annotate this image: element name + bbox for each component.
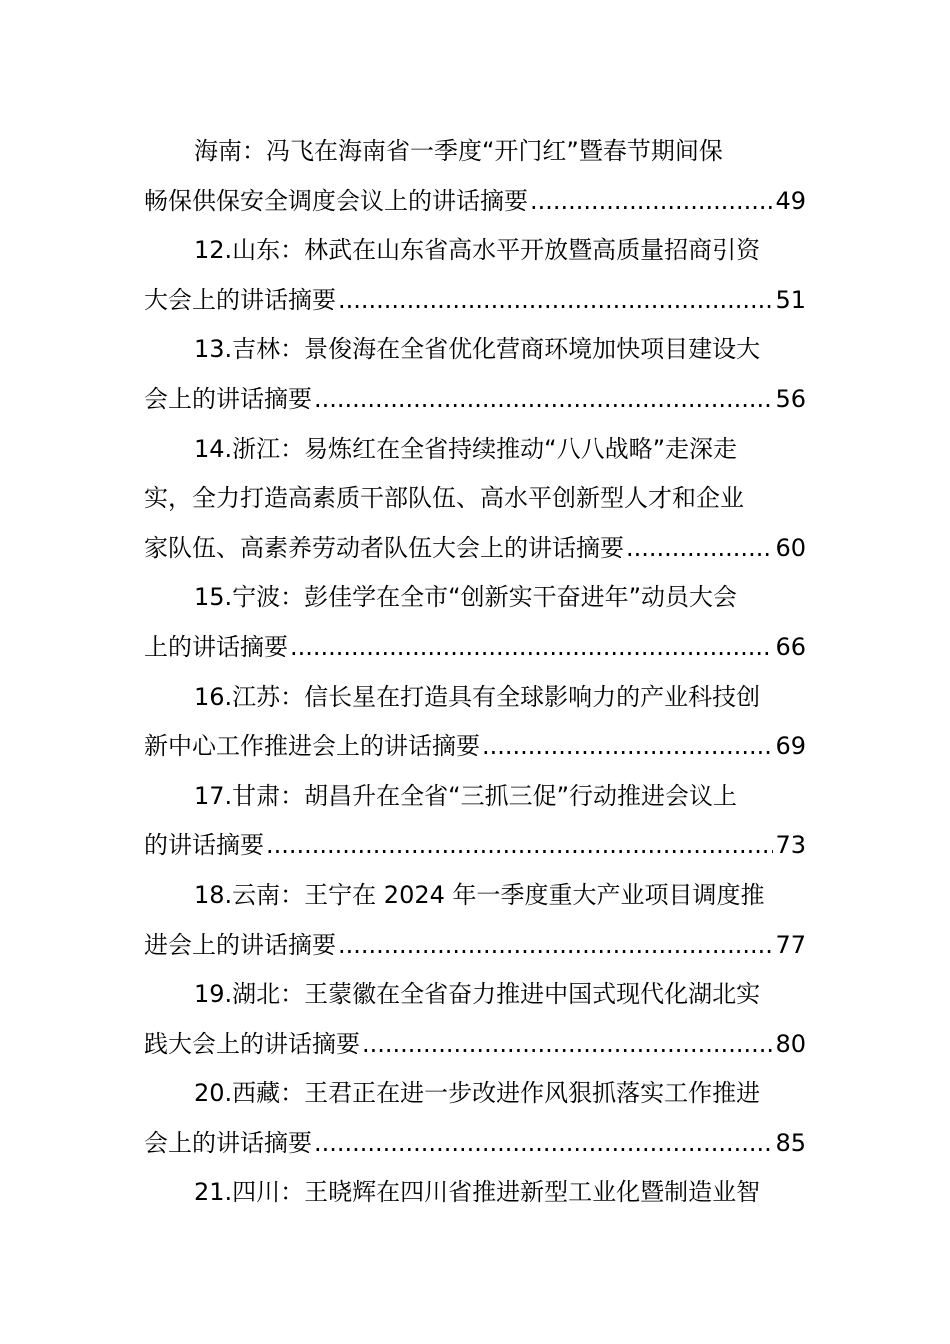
toc-entry-title-end: 畅保供保安全调度会议上的讲话摘要 xyxy=(144,186,528,215)
toc-entry-title: 21.四川：王晓辉在四川省推进新型工业化暨制造业智 xyxy=(194,1178,761,1207)
toc-entry-title-end: 进会上的讲话摘要 xyxy=(144,930,336,959)
dot-leader xyxy=(338,276,773,326)
dot-leader xyxy=(290,623,773,673)
toc-entry-title: 19.湖北：王蒙徽在全省奋力推进中国式现代化湖北实 xyxy=(194,980,761,1009)
toc-entry-title-end: 大会上的讲话摘要 xyxy=(144,285,336,314)
toc-entry-title: 海南：冯飞在海南省一季度“开门红”暨春节期间保 xyxy=(194,137,723,165)
toc-entry-title-continued: 实，全力打造高素质干部队伍、高水平创新型人才和企业 xyxy=(144,484,744,513)
toc-entry[interactable] xyxy=(144,573,806,672)
table-of-contents xyxy=(144,127,806,1218)
toc-page-number: 73 xyxy=(775,831,806,860)
dot-leader xyxy=(626,524,773,574)
toc-entry-title-end: 家队伍、高素养劳动者队伍大会上的讲话摘要 xyxy=(144,533,624,562)
toc-page-number: 69 xyxy=(775,732,806,761)
toc-page-number: 49 xyxy=(775,186,806,215)
toc-entry-title-end: 的讲话摘要 xyxy=(144,831,264,860)
dot-leader xyxy=(338,921,773,971)
toc-entry-title: 15.宁波：彭佳学在全市“创新实干奋进年”动员大会 xyxy=(194,583,738,612)
toc-entry-partial[interactable] xyxy=(144,1168,806,1218)
toc-entry-title: 13.吉林：景俊海在全省优化营商环境加快项目建设大 xyxy=(194,335,761,364)
toc-entry[interactable] xyxy=(144,127,806,226)
toc-entry[interactable] xyxy=(144,673,806,772)
toc-entry-title: 17.甘肃：胡昌升在全省“三抓三促”行动推进会议上 xyxy=(194,781,738,810)
toc-entry[interactable] xyxy=(144,970,806,1069)
toc-page-number: 56 xyxy=(775,384,806,413)
toc-entry-title: 12.山东：林武在山东省高水平开放暨高质量招商引资 xyxy=(194,236,761,265)
dot-leader xyxy=(314,375,773,425)
toc-page-number: 77 xyxy=(775,930,806,959)
toc-entry-title: 14.浙江：易炼红在全省持续推动“八八战略”走深走 xyxy=(194,434,738,463)
toc-entry-title: 20.西藏：王君正在进一步改进作风狠抓落实工作推进 xyxy=(194,1079,761,1108)
toc-entry-title: 16.江苏：信长星在打造具有全球影响力的产业科技创 xyxy=(194,682,761,711)
toc-page-number: 80 xyxy=(775,1029,806,1058)
toc-page-number: 66 xyxy=(775,632,806,661)
toc-page-number: 51 xyxy=(775,285,806,314)
toc-page-number: 60 xyxy=(775,533,806,562)
dot-leader xyxy=(266,821,773,871)
dot-leader xyxy=(482,722,773,772)
toc-entry-title-end: 上的讲话摘要 xyxy=(144,632,288,661)
dot-leader xyxy=(314,1119,773,1169)
dot-leader xyxy=(362,1020,773,1070)
toc-entry-title-end: 践大会上的讲话摘要 xyxy=(144,1029,360,1058)
toc-entry[interactable] xyxy=(144,871,806,970)
dot-leader xyxy=(530,177,773,227)
toc-entry[interactable] xyxy=(144,226,806,325)
toc-entry-title: 18.云南：王宁在 2024 年一季度重大产业项目调度推 xyxy=(194,880,765,909)
toc-entry[interactable] xyxy=(144,1069,806,1168)
toc-entry-title-end: 会上的讲话摘要 xyxy=(144,1128,312,1157)
toc-page-number: 85 xyxy=(775,1128,806,1157)
toc-entry-title-end: 会上的讲话摘要 xyxy=(144,384,312,413)
toc-entry[interactable] xyxy=(144,325,806,424)
toc-entry[interactable] xyxy=(144,772,806,871)
toc-entry[interactable] xyxy=(144,425,806,574)
toc-entry-title-end: 新中心工作推进会上的讲话摘要 xyxy=(144,732,480,761)
